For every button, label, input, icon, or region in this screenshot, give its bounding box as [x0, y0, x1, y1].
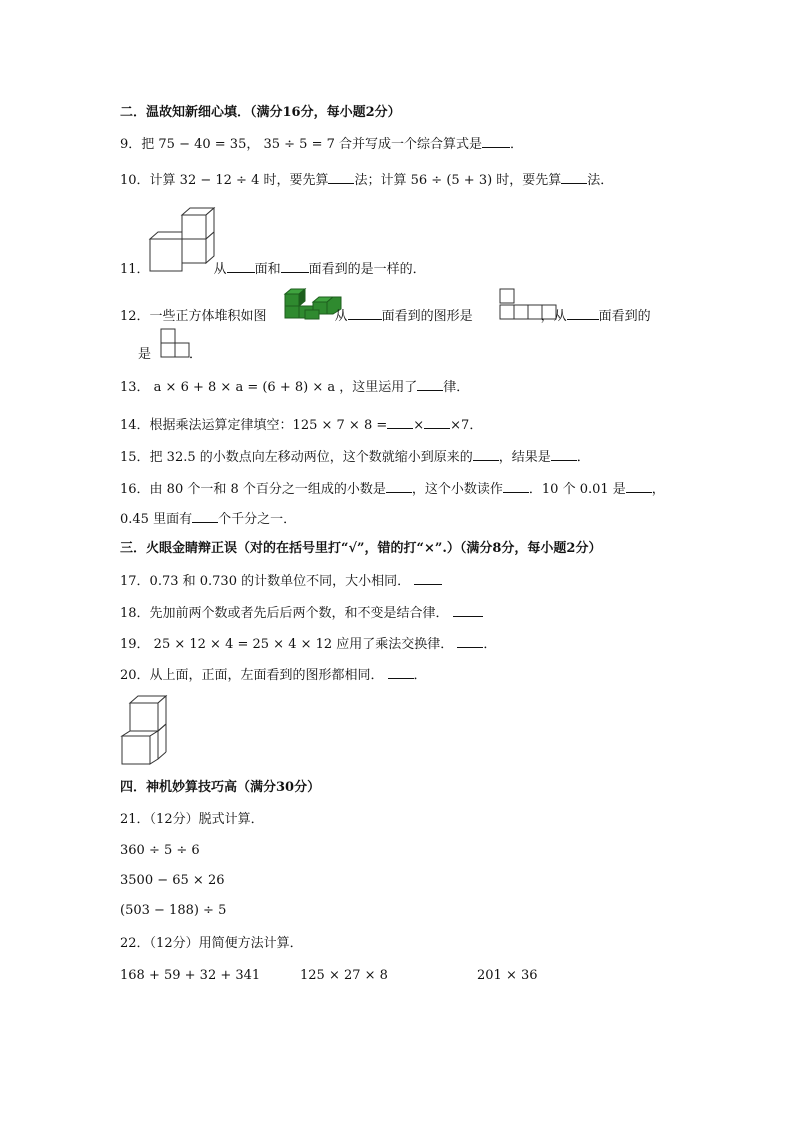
question-18: 18．先加前两个数或者先后后两个数，和不变是结合律．: [120, 603, 483, 623]
question-12: 12．一些正方体堆积如图 从 面看到的图形是 ，从 面看到的: [120, 306, 651, 326]
answer-blank[interactable]: [388, 665, 414, 679]
question-16: 16．由 80 个一和 8 个百分之一组成的小数是 ，这个小数读作 ．10 个 0.01 是 ，: [120, 479, 665, 499]
question-12-continued: 是 ．: [138, 347, 203, 362]
question-19: 19． 25 × 12 × 4 = 25 × 4 × 12 应用了乘法交换律． ．: [120, 634, 496, 654]
question-11: 11． 从 面和 面看到的是一样的．: [120, 259, 426, 279]
expression: 201 × 36: [477, 968, 538, 983]
answer-blank[interactable]: [192, 509, 218, 523]
section-4-title: 四．神机妙算技巧高（满分30分）: [120, 780, 321, 795]
expression: 3500 − 65 × 26: [120, 873, 225, 888]
question-21-title: 21．（12分）脱式计算．: [120, 812, 264, 827]
expression: (503 − 188) ÷ 5: [120, 903, 227, 918]
answer-blank[interactable]: [227, 259, 255, 273]
answer-blank[interactable]: [348, 306, 382, 320]
question-9: 9．把 75 − 40 = 35， 35 ÷ 5 = 7 合并写成一个综合算式是 ．: [120, 134, 523, 154]
answer-blank[interactable]: [561, 170, 587, 184]
expression: 125 × 27 × 8: [300, 968, 388, 983]
answer-blank[interactable]: [424, 415, 450, 429]
answer-blank[interactable]: [567, 306, 599, 320]
question-22-title: 22．（12分）用简便方法计算．: [120, 936, 303, 951]
answer-blank[interactable]: [482, 134, 510, 148]
answer-blank[interactable]: [626, 479, 652, 493]
answer-blank[interactable]: [328, 170, 354, 184]
expression: 360 ÷ 5 ÷ 6: [120, 843, 200, 858]
answer-blank[interactable]: [473, 447, 499, 461]
answer-blank[interactable]: [551, 447, 577, 461]
section-3-title: 三．火眼金睛辩正误（对的在括号里打“√”，错的打“×”.）（满分8分，每小题2分）: [120, 541, 602, 556]
question-16-continued: 0.45 里面有 个千分之一．: [120, 509, 296, 529]
answer-blank[interactable]: [414, 571, 442, 585]
answer-blank[interactable]: [503, 479, 529, 493]
answer-blank[interactable]: [417, 377, 443, 391]
question-13: 13． a × 6 + 8 × a = (6 + 8) × a ，这里运用了 律．: [120, 377, 469, 397]
question-15: 15．把 32.5 的小数点向左移动两位，这个数就缩小到原来的 ，结果是 ．: [120, 447, 590, 467]
answer-blank[interactable]: [386, 479, 412, 493]
question-20: 20．从上面，正面，左面看到的图形都相同． ．: [120, 665, 427, 685]
answer-blank[interactable]: [387, 415, 413, 429]
expression: 168 + 59 + 32 + 341: [120, 968, 261, 983]
section-2-title: 二．温故知新细心填．（满分16分，每小题2分）: [120, 105, 401, 120]
answer-blank[interactable]: [457, 634, 483, 648]
question-17: 17．0.73 和 0.730 的计数单位不同，大小相同．: [120, 571, 442, 591]
cube-stack-figure-q20: [120, 694, 170, 766]
answer-blank[interactable]: [453, 603, 483, 617]
question-10: 10．计算 32 − 12 ÷ 4 时，要先算 法；计算 56 ÷ (5 + 3) 时，要先算 法．: [120, 170, 613, 190]
question-14: 14．根据乘法运算定律填空：125 × 7 × 8 = × ×7．: [120, 415, 482, 435]
answer-blank[interactable]: [281, 259, 309, 273]
